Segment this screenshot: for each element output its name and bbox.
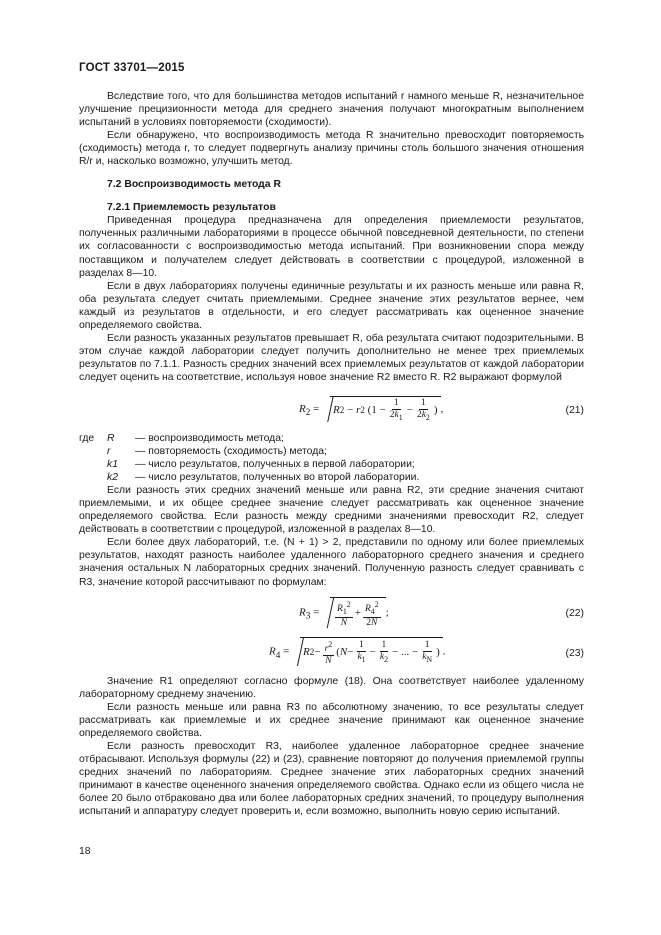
paragraph: Если разность указанных результатов превышает R, оба результата считают подозрительными. В этом случае каждой лаборатории следует получить дополнительно не менее трех приемлемых результатов по 7.1.1. Разность средних значений всех приемлемых результатов от каждой лаборатории следует оценить на соответствие, используя новое значение R2 вместо R. R2 выражают формулой [79,332,584,383]
paragraph: Если обнаружено, что воспроизводимость метода R значительно превосходит повторяемость (сходимость) метода r, то следует подвергнуть анализу причины столь большого значения отношения R/r и, насколько возможно, улучшить метод. [79,130,584,168]
where-lead: где [79,432,95,444]
variable-symbol: k1 [107,459,118,471]
paragraph: Вследствие того, что для большинства методов испытаний r намного меньше R, незначительное улучшение прецизионности метода для среднего значения получают многократным выполнением испытаний в условиях повторяемости (сходимости). [79,91,584,129]
paragraph: Если разность этих средних значений меньше или равна R2, эти средние значения считают приемлемыми, и их общее среднее значение следует рассматривать как оцененное значение определяемого свойства. Если разность между средними значениями превосходит R2, следует действовать в соответствии с процедурой, изложенной в разделах 8—10. [79,485,584,536]
formula-21: $R_2$ = R 2 − r 2 (1 − $\frac{1}{2k_1}$ − $\frac{1}{2k_2}$ ) , (21) [299,397,584,422]
variable-description: — воспроизводимость метода; [135,432,284,444]
document-header: ГОСТ 33701—2015 [79,62,185,74]
document-body [79,90,584,818]
formula-23: $R_4$ = R 2 − $\frac{r^2}{N}$ ( N − $\frac{1}{k_1}$ − $\frac{1}{k_2}$ − ... − $\frac{1}{k_N}$ ) . (23) [79,635,584,675]
variable-description: — повторяемость (сходимость) метода; [135,446,327,458]
paragraph: Если разность меньше или равна R3 по абсолютному значению, то все результаты следует рассматривать как приемлемые и их среднее значение принимают как оцененное значение определяемого свойства. [79,701,584,739]
paragraph: Если разность превосходит R3, наиболее удаленное лабораторное среднее значение отбрасывают. Используя формулы (22) и (23), сравнение повторяют до получения приемлемой группы средних значений по лабораториям. Среднее значение этих лабораторных средних значений принимают в качестве оцененного значения определяемого свойства. Однако если из общего числа не более 20 было отбраковано два или более лабораторных средних значений, то процедуру выполнения испытаний и аппаратуру следует проверить и, если возможно, выполнить новую серию испытаний. [79,740,584,818]
variable-symbol: r [107,446,111,458]
variable-definitions [79,432,584,484]
paragraph: Если в двух лабораториях получены единичные результаты и их разность меньше или равна R, оба результата следует считать приемлемыми. Среднее значение этих результатов вернее, чем каждый из результатов в отдельности, и его следует рассматривать как оцененное значение определяемого свойства. [79,280,584,331]
formula-22: $R_3$ = $\frac{R_1^2}{N}$ + $\frac{R_4^2}{2N}$ ; (22) [79,595,584,631]
subsection-heading: 7.2.1 Приемлемость результатов [107,202,276,214]
variable-symbol: R [107,432,115,444]
variable-symbol: k2 [107,472,118,484]
variable-description: — число результатов, полученных в первой лаборатории; [135,459,415,471]
formula-number: (23) [565,647,584,659]
formula-number: (21) [565,404,584,416]
formula-number: (22) [565,607,584,619]
section-heading: 7.2 Воспроизводимость метода R [107,179,281,191]
paragraph: Если более двух лабораторий, т.е. (N + 1) > 2, представили по одному или более приемлемых результатов, находят разность наиболее удаленного лабораторного среднего значения и среднего значения остальных N лабораторных средних значений. Полученную разность следует сравнивать с R3, значение которой рассчитывают по формулам: [79,537,584,588]
paragraph: Значение R1 определяют согласно формуле (18). Она соответствует наиболее удаленному лабораторному среднему значению. [79,675,584,700]
paragraph: Приведенная процедура предназначена для определения приемлемости результатов, полученных различными лабораториями в процессе обычной повседневной деятельности, по степени их согласованности с воспроизводимостью метода испытаний. При возникновении спора между поставщиком и получателем следует действовать в соответствии с процедурой, изложенной в разделах 8—10. [79,215,584,279]
page-number: 18 [79,846,91,857]
variable-description: — число результатов, полученных во второй лаборатории. [135,472,420,484]
